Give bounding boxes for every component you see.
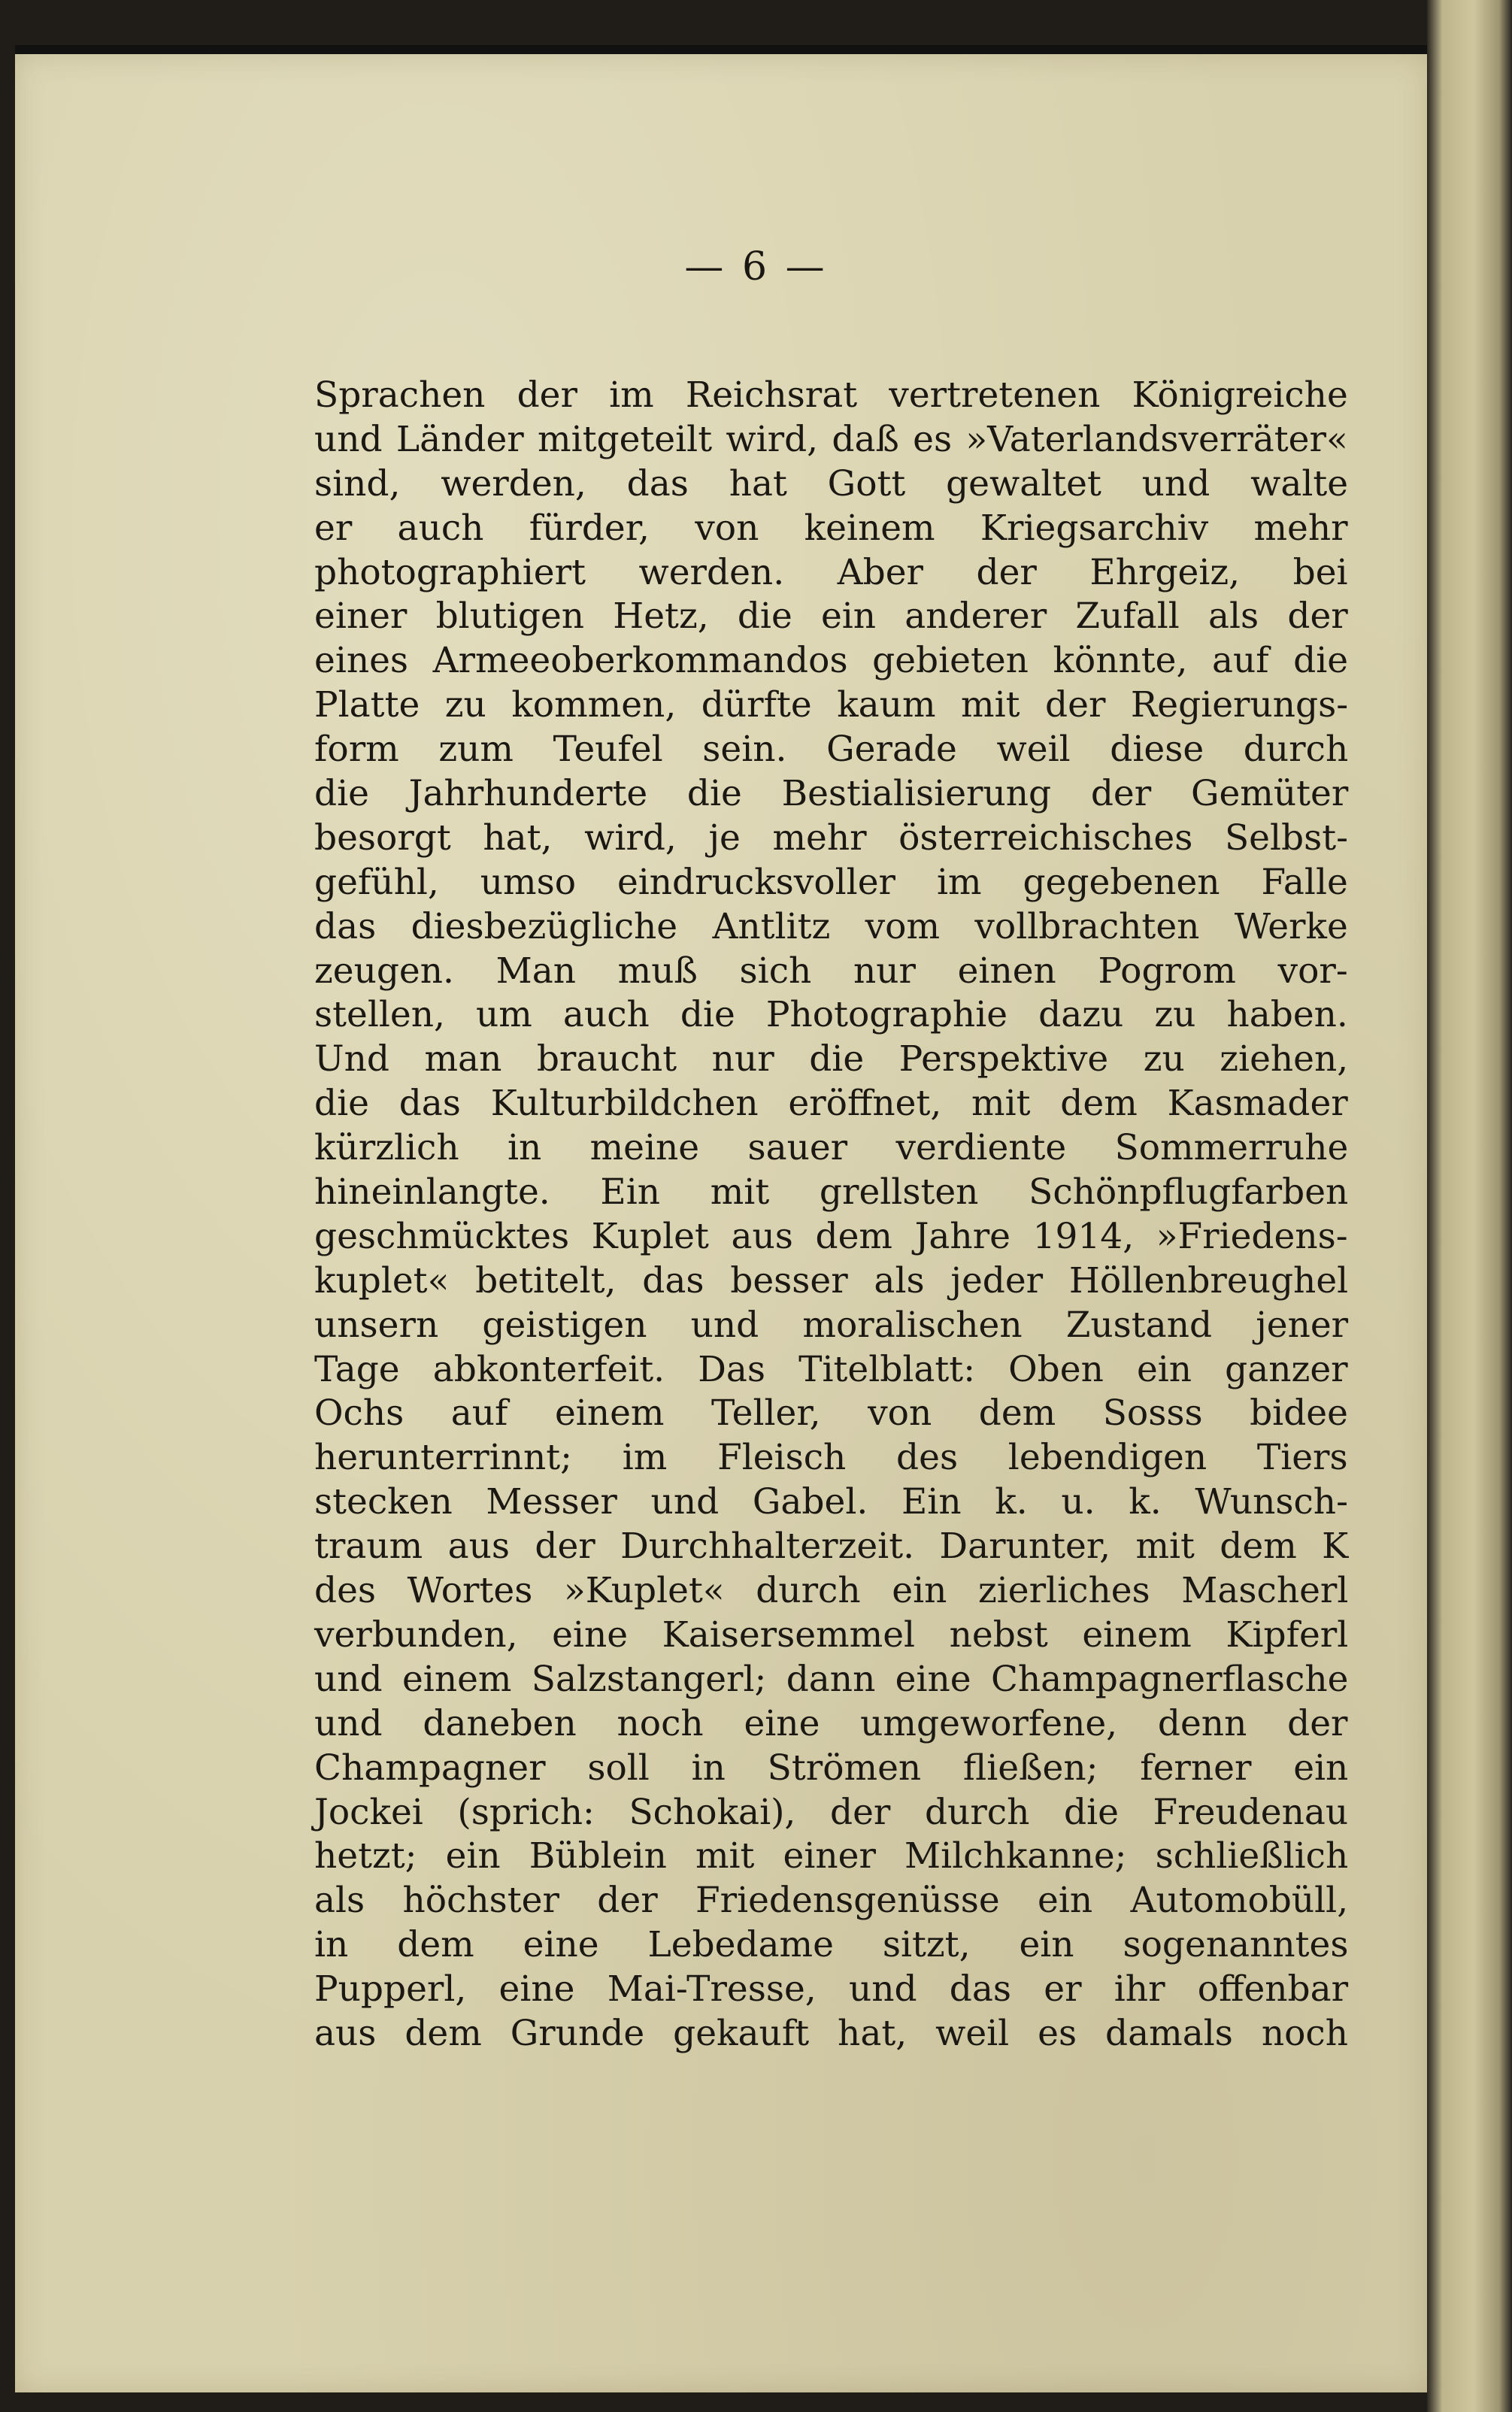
text-line: als höchster der Friedensgenüsse ein Automobüll, [314,1880,1349,1922]
text-line: photographiert werden. Aber der Ehrgeiz, bei [314,551,1348,593]
body-text [314,374,1348,2056]
text-line: geschmücktes Kuplet aus dem Jahre 1914, »Friedens- [314,1215,1348,1257]
text-line: besorgt hat, wird, je mehr österreichisches Selbst- [314,817,1348,859]
text-line: verbunden, eine Kaisersemmel nebst einem Kipferl [314,1614,1349,1656]
text-line: Platte zu kommen, dürfte kaum mit der Regierungs- [314,684,1349,726]
text-line: kuplet« betitelt, das besser als jeder Höllenbreughel [314,1259,1349,1301]
text-line: in dem eine Lebedame sitzt, ein sogenanntes [314,1924,1349,1966]
text-line: hineinlangte. Ein mit grellsten Schönpflugfarben [314,1171,1349,1214]
text-line: zeugen. Man muß sich nur einen Pogrom vor- [314,950,1348,992]
text-line: er auch fürder, von keinem Kriegsarchiv mehr [314,507,1348,549]
text-line: gefühl, umso eindrucksvoller im gegebenen Falle [314,861,1348,903]
text-line: aus dem Grunde gekauft hat, weil es damals noch [314,2012,1348,2054]
text-line: stellen, um auch die Photographie dazu zu haben. [314,994,1348,1036]
text-line: Pupperl, eine Mai-Tresse, und das er ihr offenbar [314,1968,1349,2011]
text-line: und daneben noch eine umgeworfene, denn der [314,1702,1348,1744]
text-line: traum aus der Durchhalterzeit. Darunter, mit dem K [314,1526,1349,1568]
text-line: einer blutigen Hetz, die ein anderer Zufall als der [314,595,1348,638]
text-line: eines Armeeoberkommandos gebieten könnte, auf die [314,640,1349,682]
text-line: sind, werden, das hat Gott gewaltet und walte [314,462,1349,505]
text-line: Champagner soll in Strömen fließen; ferner ein [314,1747,1349,1789]
book-spine-edge [1427,0,1512,2412]
text-line: herunterrinnt; im Fleisch des lebendigen Tiers [314,1437,1348,1479]
text-line: form zum Teufel sein. Gerade weil diese durch [314,729,1349,771]
text-line: des Wortes »Kuplet« durch ein zierliches Mascherl [314,1570,1349,1612]
text-line: hetzt; ein Büblein mit einer Milchkanne; schließlich [314,1835,1349,1877]
text-line: und einem Salzstangerl; dann eine Champagnerflasche [314,1658,1349,1700]
text-line: die das Kulturbildchen eröffnet, mit dem Kasmader [314,1083,1348,1125]
text-line: unsern geistigen und moralischen Zustand jener [314,1304,1349,1346]
text-line: das diesbezügliche Antlitz vom vollbrachten Werke [314,905,1348,947]
text-line: Ochs auf einem Teller, von dem Sosss bidee [314,1392,1348,1435]
text-line: die Jahrhunderte die Bestialisierung der Gemüter [314,773,1349,815]
text-line: Jockei (sprich: Schokai), der durch die Freudenau [314,1791,1349,1833]
page-number: — 6 — [684,244,828,289]
text-line: Und man braucht nur die Perspektive zu ziehen, [314,1038,1349,1080]
text-line: Tage abkonterfeit. Das Titelblatt: Oben ein ganzer [314,1348,1348,1390]
text-line: kürzlich in meine sauer verdiente Sommerruhe [314,1127,1349,1169]
text-line: stecken Messer und Gabel. Ein k. u. k. Wunsch- [314,1481,1348,1523]
text-line: Sprachen der im Reichsrat vertretenen Königreiche [314,374,1348,416]
text-line: und Länder mitgeteilt wird, daß es »Vaterlandsverräter« [314,418,1348,460]
